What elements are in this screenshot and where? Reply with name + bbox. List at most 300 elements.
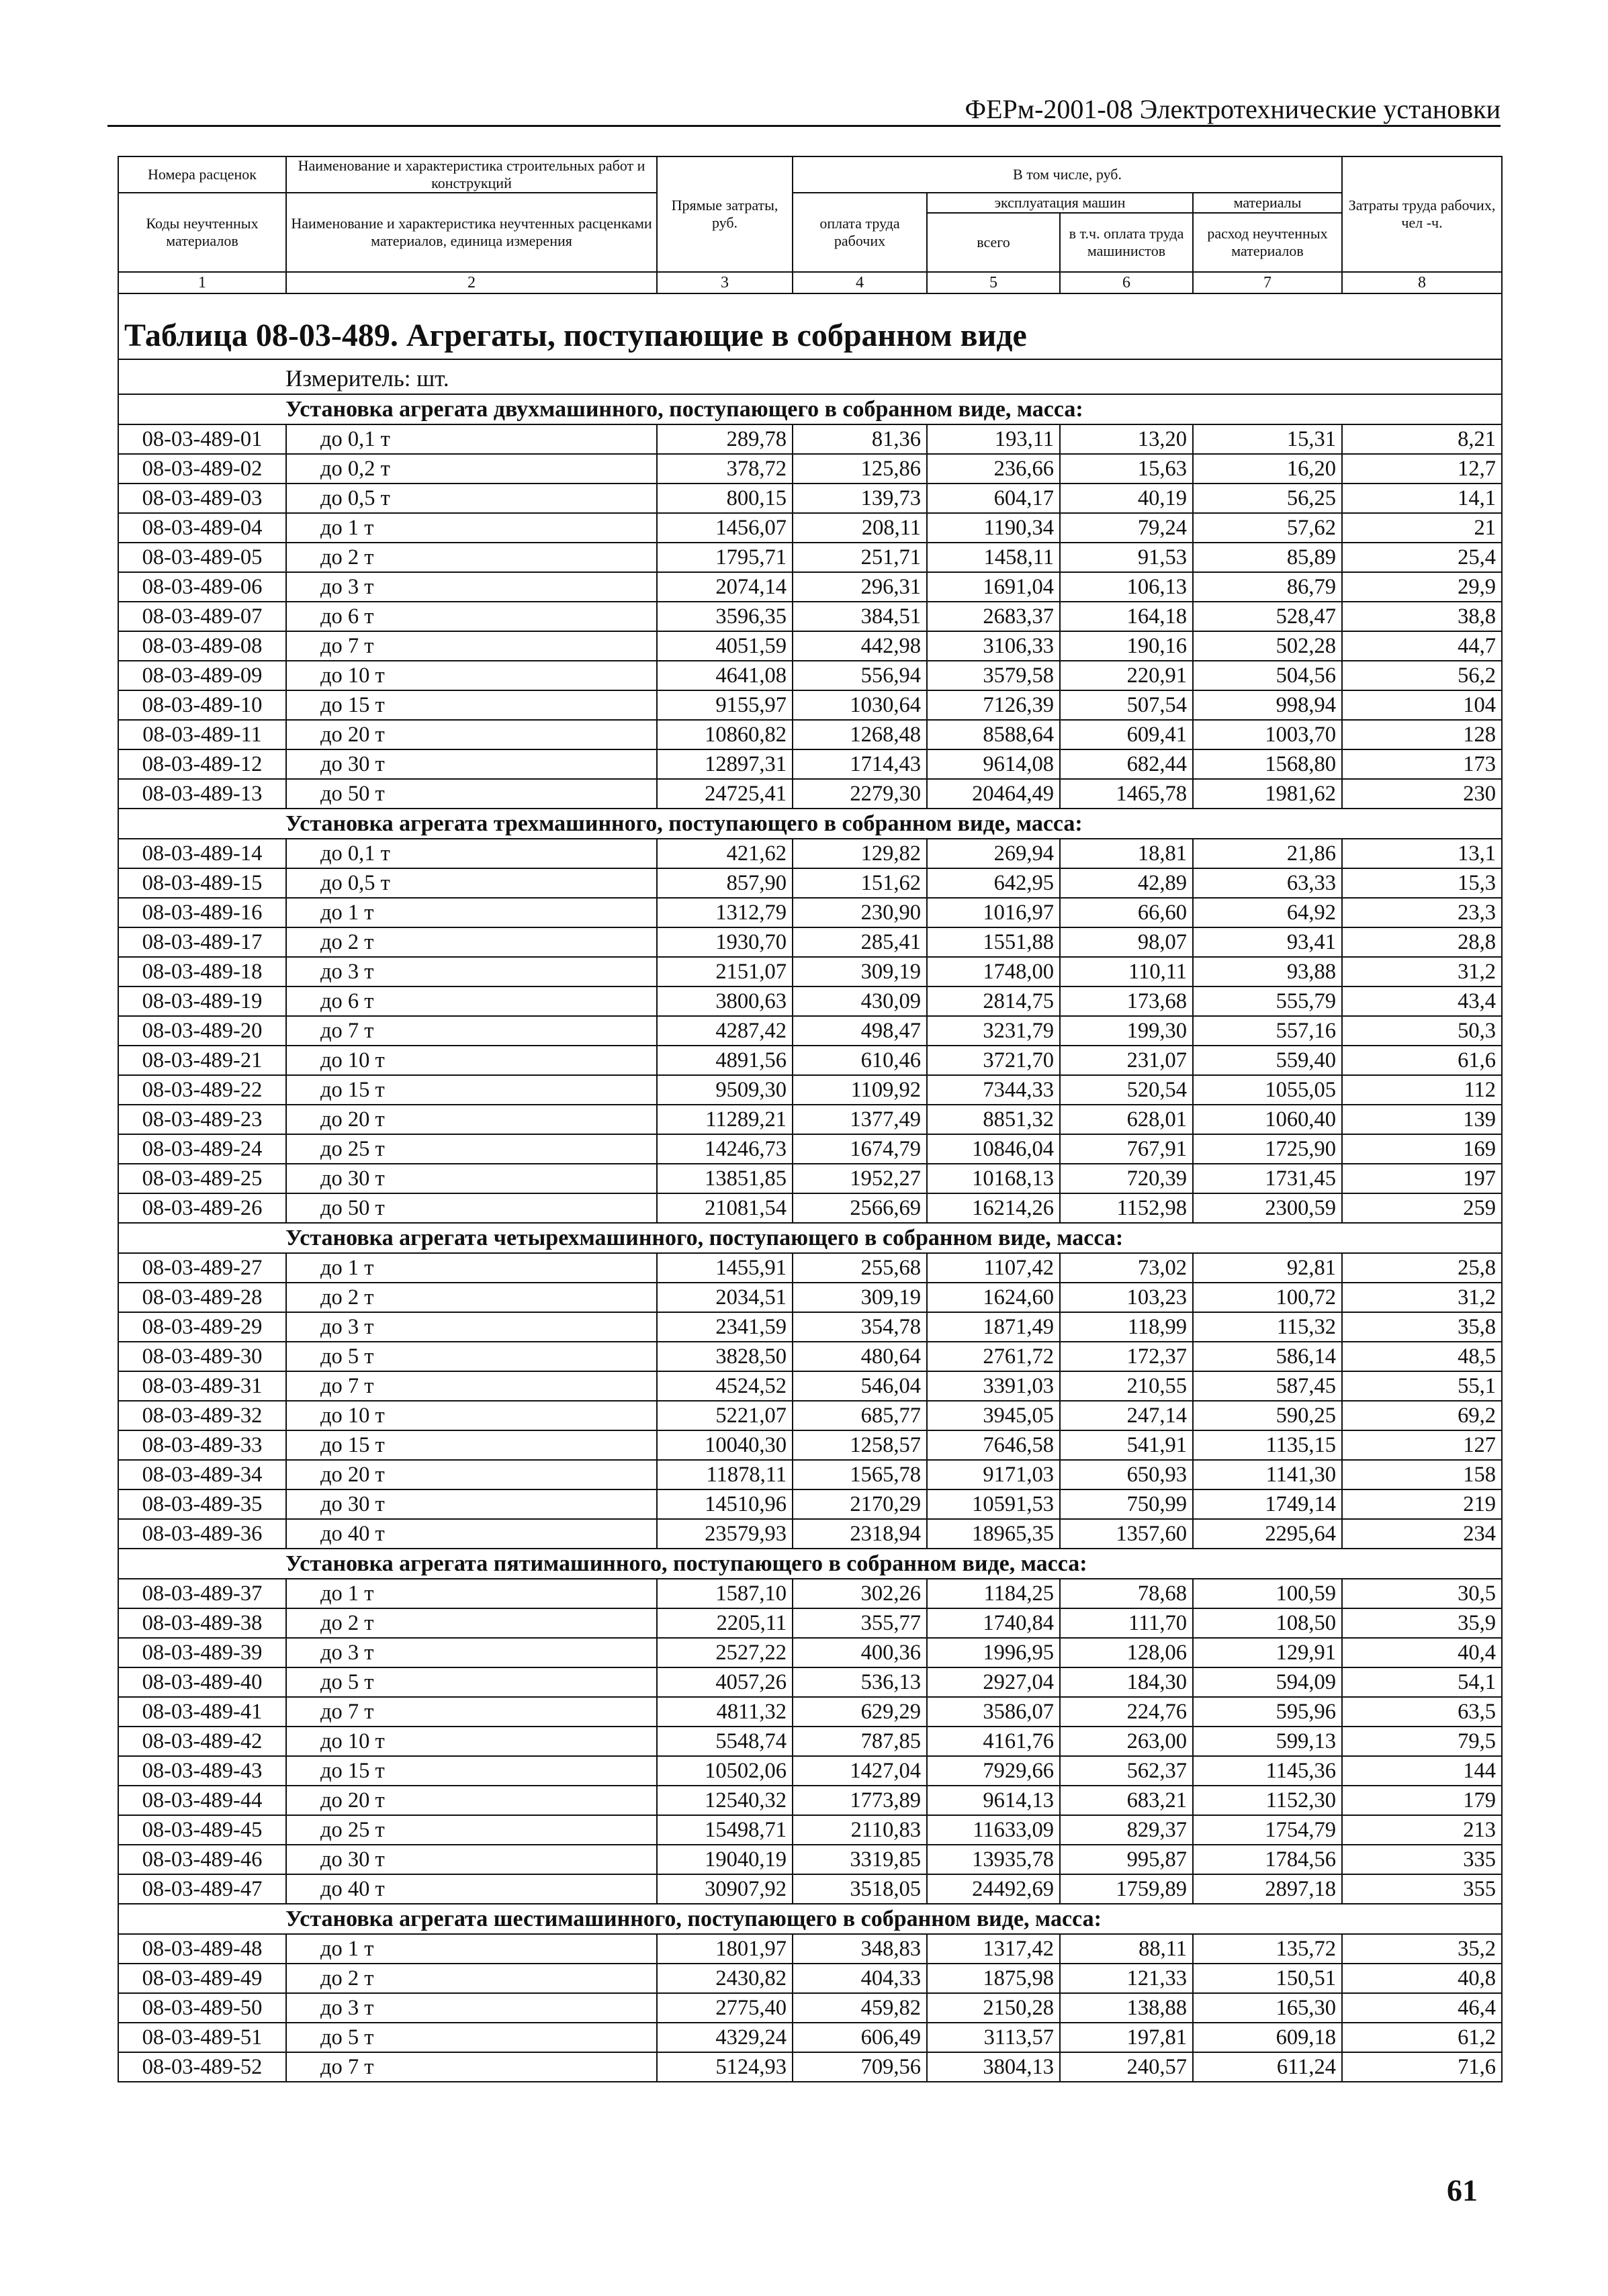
materials-cost: 2300,59 [1193,1193,1342,1223]
rate-code: 08-03-489-24 [118,1134,286,1164]
mass-limit: до 3 т [286,1312,657,1342]
operator-pay: 110,11 [1060,957,1193,986]
direct-costs: 10860,82 [657,720,793,749]
direct-costs: 5221,07 [657,1401,793,1430]
materials-cost: 1141,30 [1193,1460,1342,1489]
mass-limit: до 1 т [286,513,657,543]
operator-pay: 609,41 [1060,720,1193,749]
mass-limit: до 10 т [286,1401,657,1430]
operator-pay: 210,55 [1060,1371,1193,1401]
unit-of-measure: Измеритель: шт. [118,359,1502,394]
rate-code: 08-03-489-26 [118,1193,286,1223]
labor-pay: 125,86 [793,454,927,484]
materials-cost: 1981,62 [1193,779,1342,809]
labor-pay: 536,13 [793,1667,927,1697]
machine-ops-total: 1184,25 [927,1579,1060,1608]
mass-limit: до 10 т [286,1046,657,1075]
operator-pay: 683,21 [1060,1786,1193,1815]
machine-ops-total: 3579,58 [927,661,1060,690]
operator-pay: 138,88 [1060,1993,1193,2023]
materials-cost: 135,72 [1193,1934,1342,1964]
materials-cost: 93,88 [1193,957,1342,986]
col-number: 4 [793,272,927,293]
header-in-that-number: В том числе, руб. [793,156,1342,193]
materials-cost: 56,25 [1193,484,1342,513]
labor-hours: 28,8 [1342,927,1502,957]
header-machine-total: всего [927,213,1060,272]
operator-pay: 520,54 [1060,1075,1193,1105]
labor-pay: 787,85 [793,1727,927,1756]
mass-limit: до 15 т [286,1430,657,1460]
rate-code: 08-03-489-50 [118,1993,286,2023]
header-rate-numbers: Номера расценок [118,156,286,193]
mass-limit: до 30 т [286,1845,657,1874]
table-row [118,1608,1502,1638]
mass-limit: до 50 т [286,1193,657,1223]
rate-code: 08-03-489-18 [118,957,286,986]
labor-hours: 50,3 [1342,1016,1502,1046]
labor-pay: 309,19 [793,957,927,986]
direct-costs: 5548,74 [657,1727,793,1756]
labor-pay: 151,62 [793,868,927,898]
rate-code: 08-03-489-52 [118,2052,286,2082]
labor-hours: 31,2 [1342,957,1502,986]
direct-costs: 4287,42 [657,1016,793,1046]
machine-ops-total: 9614,13 [927,1786,1060,1815]
machine-ops-total: 642,95 [927,868,1060,898]
operator-pay: 173,68 [1060,986,1193,1016]
section-header [118,1223,1502,1253]
rate-code: 08-03-489-39 [118,1638,286,1667]
labor-hours: 79,5 [1342,1727,1502,1756]
labor-pay: 1377,49 [793,1105,927,1134]
operator-pay: 103,23 [1060,1283,1193,1312]
operator-pay: 78,68 [1060,1579,1193,1608]
section-title-text: Установка агрегата четырехмашинного, поступающего в собранном виде, масса: [285,1225,1124,1250]
labor-hours: 56,2 [1342,661,1502,690]
labor-hours: 48,5 [1342,1342,1502,1371]
labor-hours: 54,1 [1342,1667,1502,1697]
rate-code: 08-03-489-33 [118,1430,286,1460]
mass-limit: до 25 т [286,1134,657,1164]
labor-pay: 404,33 [793,1964,927,1993]
operator-pay: 199,30 [1060,1016,1193,1046]
table-row [118,1638,1502,1667]
rate-code: 08-03-489-47 [118,1874,286,1904]
materials-cost: 108,50 [1193,1608,1342,1638]
operator-pay: 767,91 [1060,1134,1193,1164]
direct-costs: 378,72 [657,454,793,484]
mass-limit: до 10 т [286,661,657,690]
materials-cost: 998,94 [1193,690,1342,720]
machine-ops-total: 2761,72 [927,1342,1060,1371]
materials-cost: 2295,64 [1193,1519,1342,1549]
table-row [118,1874,1502,1904]
labor-hours: 169 [1342,1134,1502,1164]
direct-costs: 2430,82 [657,1964,793,1993]
operator-pay: 263,00 [1060,1727,1193,1756]
direct-costs: 2341,59 [657,1312,793,1342]
operator-pay: 1759,89 [1060,1874,1193,1904]
direct-costs: 5124,93 [657,2052,793,2082]
mass-limit: до 7 т [286,1016,657,1046]
rate-code: 08-03-489-44 [118,1786,286,1815]
operator-pay: 73,02 [1060,1253,1193,1283]
table-row [118,2023,1502,2052]
machine-ops-total: 2927,04 [927,1667,1060,1697]
table-row [118,1283,1502,1312]
running-header: ФЕРм-2001-08 Электротехнические установки [107,94,1501,127]
direct-costs: 2205,11 [657,1608,793,1638]
materials-cost: 611,24 [1193,2052,1342,2082]
machine-ops-total: 4161,76 [927,1727,1060,1756]
materials-cost: 129,91 [1193,1638,1342,1667]
direct-costs: 3800,63 [657,986,793,1016]
rates-table [118,156,1503,2082]
materials-cost: 63,33 [1193,868,1342,898]
labor-pay: 285,41 [793,927,927,957]
table-row [118,1193,1502,1223]
labor-pay: 348,83 [793,1934,927,1964]
labor-pay: 1427,04 [793,1756,927,1786]
operator-pay: 1357,60 [1060,1519,1193,1549]
mass-limit: до 0,1 т [286,839,657,868]
operator-pay: 829,37 [1060,1815,1193,1845]
labor-hours: 14,1 [1342,484,1502,513]
rate-code: 08-03-489-43 [118,1756,286,1786]
labor-pay: 556,94 [793,661,927,690]
labor-hours: 35,2 [1342,1934,1502,1964]
labor-pay: 1258,57 [793,1430,927,1460]
operator-pay: 15,63 [1060,454,1193,484]
direct-costs: 4891,56 [657,1046,793,1075]
rate-code: 08-03-489-14 [118,839,286,868]
materials-cost: 57,62 [1193,513,1342,543]
machine-ops-total: 1458,11 [927,543,1060,572]
materials-cost: 1060,40 [1193,1105,1342,1134]
table-row [118,1697,1502,1727]
table-row [118,839,1502,868]
labor-pay: 1268,48 [793,720,927,749]
machine-ops-total: 8851,32 [927,1105,1060,1134]
section-title [118,394,1502,424]
rate-code: 08-03-489-12 [118,749,286,779]
materials-cost: 590,25 [1193,1401,1342,1430]
labor-hours: 158 [1342,1460,1502,1489]
machine-ops-total: 16214,26 [927,1193,1060,1223]
labor-pay: 1714,43 [793,749,927,779]
direct-costs: 1456,07 [657,513,793,543]
labor-hours: 46,4 [1342,1993,1502,2023]
rate-code: 08-03-489-36 [118,1519,286,1549]
machine-ops-total: 20464,49 [927,779,1060,809]
labor-hours: 35,8 [1342,1312,1502,1342]
direct-costs: 12897,31 [657,749,793,779]
direct-costs: 1801,97 [657,1934,793,1964]
rate-code: 08-03-489-51 [118,2023,286,2052]
rate-code: 08-03-489-15 [118,868,286,898]
mass-limit: до 40 т [286,1519,657,1549]
materials-cost: 15,31 [1193,424,1342,454]
labor-hours: 61,6 [1342,1046,1502,1075]
machine-ops-total: 1624,60 [927,1283,1060,1312]
machine-ops-total: 8588,64 [927,720,1060,749]
labor-hours: 21 [1342,513,1502,543]
section-title [118,1223,1502,1253]
col-number: 8 [1342,272,1502,293]
col-number: 5 [927,272,1060,293]
labor-pay: 354,78 [793,1312,927,1342]
table-row [118,1727,1502,1756]
rate-code: 08-03-489-27 [118,1253,286,1283]
table-row [118,1134,1502,1164]
header-materials: материалы [1193,193,1342,213]
mass-limit: до 3 т [286,572,657,602]
labor-hours: 12,7 [1342,454,1502,484]
table-row [118,484,1502,513]
mass-limit: до 10 т [286,1727,657,1756]
operator-pay: 247,14 [1060,1401,1193,1430]
mass-limit: до 5 т [286,1342,657,1371]
materials-cost: 502,28 [1193,631,1342,661]
operator-pay: 118,99 [1060,1312,1193,1342]
rate-code: 08-03-489-11 [118,720,286,749]
table-row [118,424,1502,454]
table-row [118,513,1502,543]
materials-cost: 609,18 [1193,2023,1342,2052]
rate-code: 08-03-489-04 [118,513,286,543]
labor-hours: 13,1 [1342,839,1502,868]
materials-cost: 594,09 [1193,1667,1342,1697]
mass-limit: до 25 т [286,1815,657,1845]
rate-code: 08-03-489-08 [118,631,286,661]
mass-limit: до 2 т [286,1608,657,1638]
rate-code: 08-03-489-20 [118,1016,286,1046]
table-row [118,1815,1502,1845]
labor-hours: 43,4 [1342,986,1502,1016]
rate-code: 08-03-489-17 [118,927,286,957]
mass-limit: до 20 т [286,1105,657,1134]
header-operator-pay: в т.ч. оплата труда машинистов [1060,213,1193,272]
col-number: 2 [286,272,657,293]
materials-cost: 64,92 [1193,898,1342,927]
mass-limit: до 7 т [286,1371,657,1401]
table-row [118,661,1502,690]
labor-pay: 129,82 [793,839,927,868]
rate-code: 08-03-489-25 [118,1164,286,1193]
labor-hours: 335 [1342,1845,1502,1874]
materials-cost: 1568,80 [1193,749,1342,779]
table-row [118,749,1502,779]
table-row [118,1430,1502,1460]
machine-ops-total: 1107,42 [927,1253,1060,1283]
machine-ops-total: 1551,88 [927,927,1060,957]
labor-pay: 230,90 [793,898,927,927]
materials-cost: 599,13 [1193,1727,1342,1756]
labor-hours: 40,4 [1342,1638,1502,1667]
mass-limit: до 7 т [286,2052,657,2082]
direct-costs: 3828,50 [657,1342,793,1371]
rate-code: 08-03-489-10 [118,690,286,720]
materials-cost: 595,96 [1193,1697,1342,1727]
labor-hours: 234 [1342,1519,1502,1549]
mass-limit: до 30 т [286,749,657,779]
operator-pay: 111,70 [1060,1608,1193,1638]
labor-pay: 2566,69 [793,1193,927,1223]
materials-cost: 16,20 [1193,454,1342,484]
direct-costs: 289,78 [657,424,793,454]
labor-pay: 709,56 [793,2052,927,2082]
labor-pay: 251,71 [793,543,927,572]
mass-limit: до 7 т [286,631,657,661]
operator-pay: 231,07 [1060,1046,1193,1075]
machine-ops-total: 3945,05 [927,1401,1060,1430]
rate-code: 08-03-489-07 [118,602,286,631]
materials-cost: 100,59 [1193,1579,1342,1608]
table-row [118,2052,1502,2082]
direct-costs: 13851,85 [657,1164,793,1193]
table-row [118,1667,1502,1697]
labor-hours: 61,2 [1342,2023,1502,2052]
materials-cost: 1055,05 [1193,1075,1342,1105]
labor-hours: 355 [1342,1874,1502,1904]
mass-limit: до 20 т [286,1786,657,1815]
machine-ops-total: 1871,49 [927,1312,1060,1342]
operator-pay: 562,37 [1060,1756,1193,1786]
machine-ops-total: 7929,66 [927,1756,1060,1786]
direct-costs: 1587,10 [657,1579,793,1608]
direct-costs: 4641,08 [657,661,793,690]
labor-pay: 400,36 [793,1638,927,1667]
labor-pay: 685,77 [793,1401,927,1430]
rate-code: 08-03-489-01 [118,424,286,454]
direct-costs: 2775,40 [657,1993,793,2023]
materials-cost: 587,45 [1193,1371,1342,1401]
materials-cost: 1754,79 [1193,1815,1342,1845]
rate-code: 08-03-489-28 [118,1283,286,1312]
table-row [118,572,1502,602]
materials-cost: 1749,14 [1193,1489,1342,1519]
table-row [118,1964,1502,1993]
direct-costs: 9155,97 [657,690,793,720]
direct-costs: 1795,71 [657,543,793,572]
table-row [118,543,1502,572]
direct-costs: 23579,93 [657,1519,793,1549]
operator-pay: 995,87 [1060,1845,1193,1874]
operator-pay: 128,06 [1060,1638,1193,1667]
labor-pay: 1773,89 [793,1786,927,1815]
section-header [118,809,1502,839]
labor-pay: 2279,30 [793,779,927,809]
mass-limit: до 20 т [286,720,657,749]
labor-pay: 296,31 [793,572,927,602]
mass-limit: до 3 т [286,1638,657,1667]
rate-code: 08-03-489-46 [118,1845,286,1874]
materials-cost: 2897,18 [1193,1874,1342,1904]
section-title-text: Установка агрегата трехмашинного, поступающего в собранном виде, масса: [285,811,1083,836]
labor-hours: 8,21 [1342,424,1502,454]
section-header [118,1549,1502,1579]
machine-ops-total: 236,66 [927,454,1060,484]
direct-costs: 4524,52 [657,1371,793,1401]
labor-pay: 2110,83 [793,1815,927,1845]
header-labor-cost: Затраты труда рабочих, чел -ч. [1342,156,1502,272]
operator-pay: 507,54 [1060,690,1193,720]
table-row [118,1105,1502,1134]
table-row [118,779,1502,809]
table-row [118,1489,1502,1519]
mass-limit: до 40 т [286,1874,657,1904]
rate-code: 08-03-489-34 [118,1460,286,1489]
table-row [118,868,1502,898]
operator-pay: 1465,78 [1060,779,1193,809]
labor-hours: 230 [1342,779,1502,809]
labor-hours: 69,2 [1342,1401,1502,1430]
rate-code: 08-03-489-16 [118,898,286,927]
labor-hours: 127 [1342,1430,1502,1460]
mass-limit: до 5 т [286,1667,657,1697]
direct-costs: 30907,92 [657,1874,793,1904]
materials-cost: 93,41 [1193,927,1342,957]
machine-ops-total: 1875,98 [927,1964,1060,1993]
mass-limit: до 2 т [286,1283,657,1312]
materials-cost: 115,32 [1193,1312,1342,1342]
operator-pay: 172,37 [1060,1342,1193,1371]
col-number: 7 [1193,272,1342,293]
materials-cost: 557,16 [1193,1016,1342,1046]
header-material-codes: Коды неучтенных материалов [118,193,286,272]
table-row [118,1016,1502,1046]
machine-ops-total: 1016,97 [927,898,1060,927]
table-row [118,1046,1502,1075]
rate-code: 08-03-489-40 [118,1667,286,1697]
mass-limit: до 30 т [286,1164,657,1193]
header-labor-pay: оплата труда рабочих [793,193,927,272]
labor-pay: 384,51 [793,602,927,631]
materials-cost: 86,79 [1193,572,1342,602]
materials-cost: 1784,56 [1193,1845,1342,1874]
operator-pay: 541,91 [1060,1430,1193,1460]
labor-hours: 40,8 [1342,1964,1502,1993]
machine-ops-total: 13935,78 [927,1845,1060,1874]
materials-cost: 1731,45 [1193,1164,1342,1193]
table-title: Таблица 08-03-489. Агрегаты, поступающие в собранном виде [124,318,1027,353]
labor-hours: 23,3 [1342,898,1502,927]
mass-limit: до 7 т [286,1697,657,1727]
table-row [118,1579,1502,1608]
machine-ops-total: 10591,53 [927,1489,1060,1519]
machine-ops-total: 1691,04 [927,572,1060,602]
direct-costs: 10502,06 [657,1756,793,1786]
direct-costs: 4811,32 [657,1697,793,1727]
table-header [118,156,1502,293]
operator-pay: 91,53 [1060,543,1193,572]
table-row [118,720,1502,749]
labor-pay: 139,73 [793,484,927,513]
labor-pay: 1109,92 [793,1075,927,1105]
table-row [118,1075,1502,1105]
labor-hours: 179 [1342,1786,1502,1815]
section-title-text: Установка агрегата двухмашинного, поступающего в собранном виде, масса: [285,396,1083,422]
operator-pay: 628,01 [1060,1105,1193,1134]
table-body [118,394,1502,2082]
section-title [118,1549,1502,1579]
labor-pay: 3518,05 [793,1874,927,1904]
operator-pay: 184,30 [1060,1667,1193,1697]
table-row [118,454,1502,484]
materials-cost: 1003,70 [1193,720,1342,749]
labor-hours: 31,2 [1342,1283,1502,1312]
